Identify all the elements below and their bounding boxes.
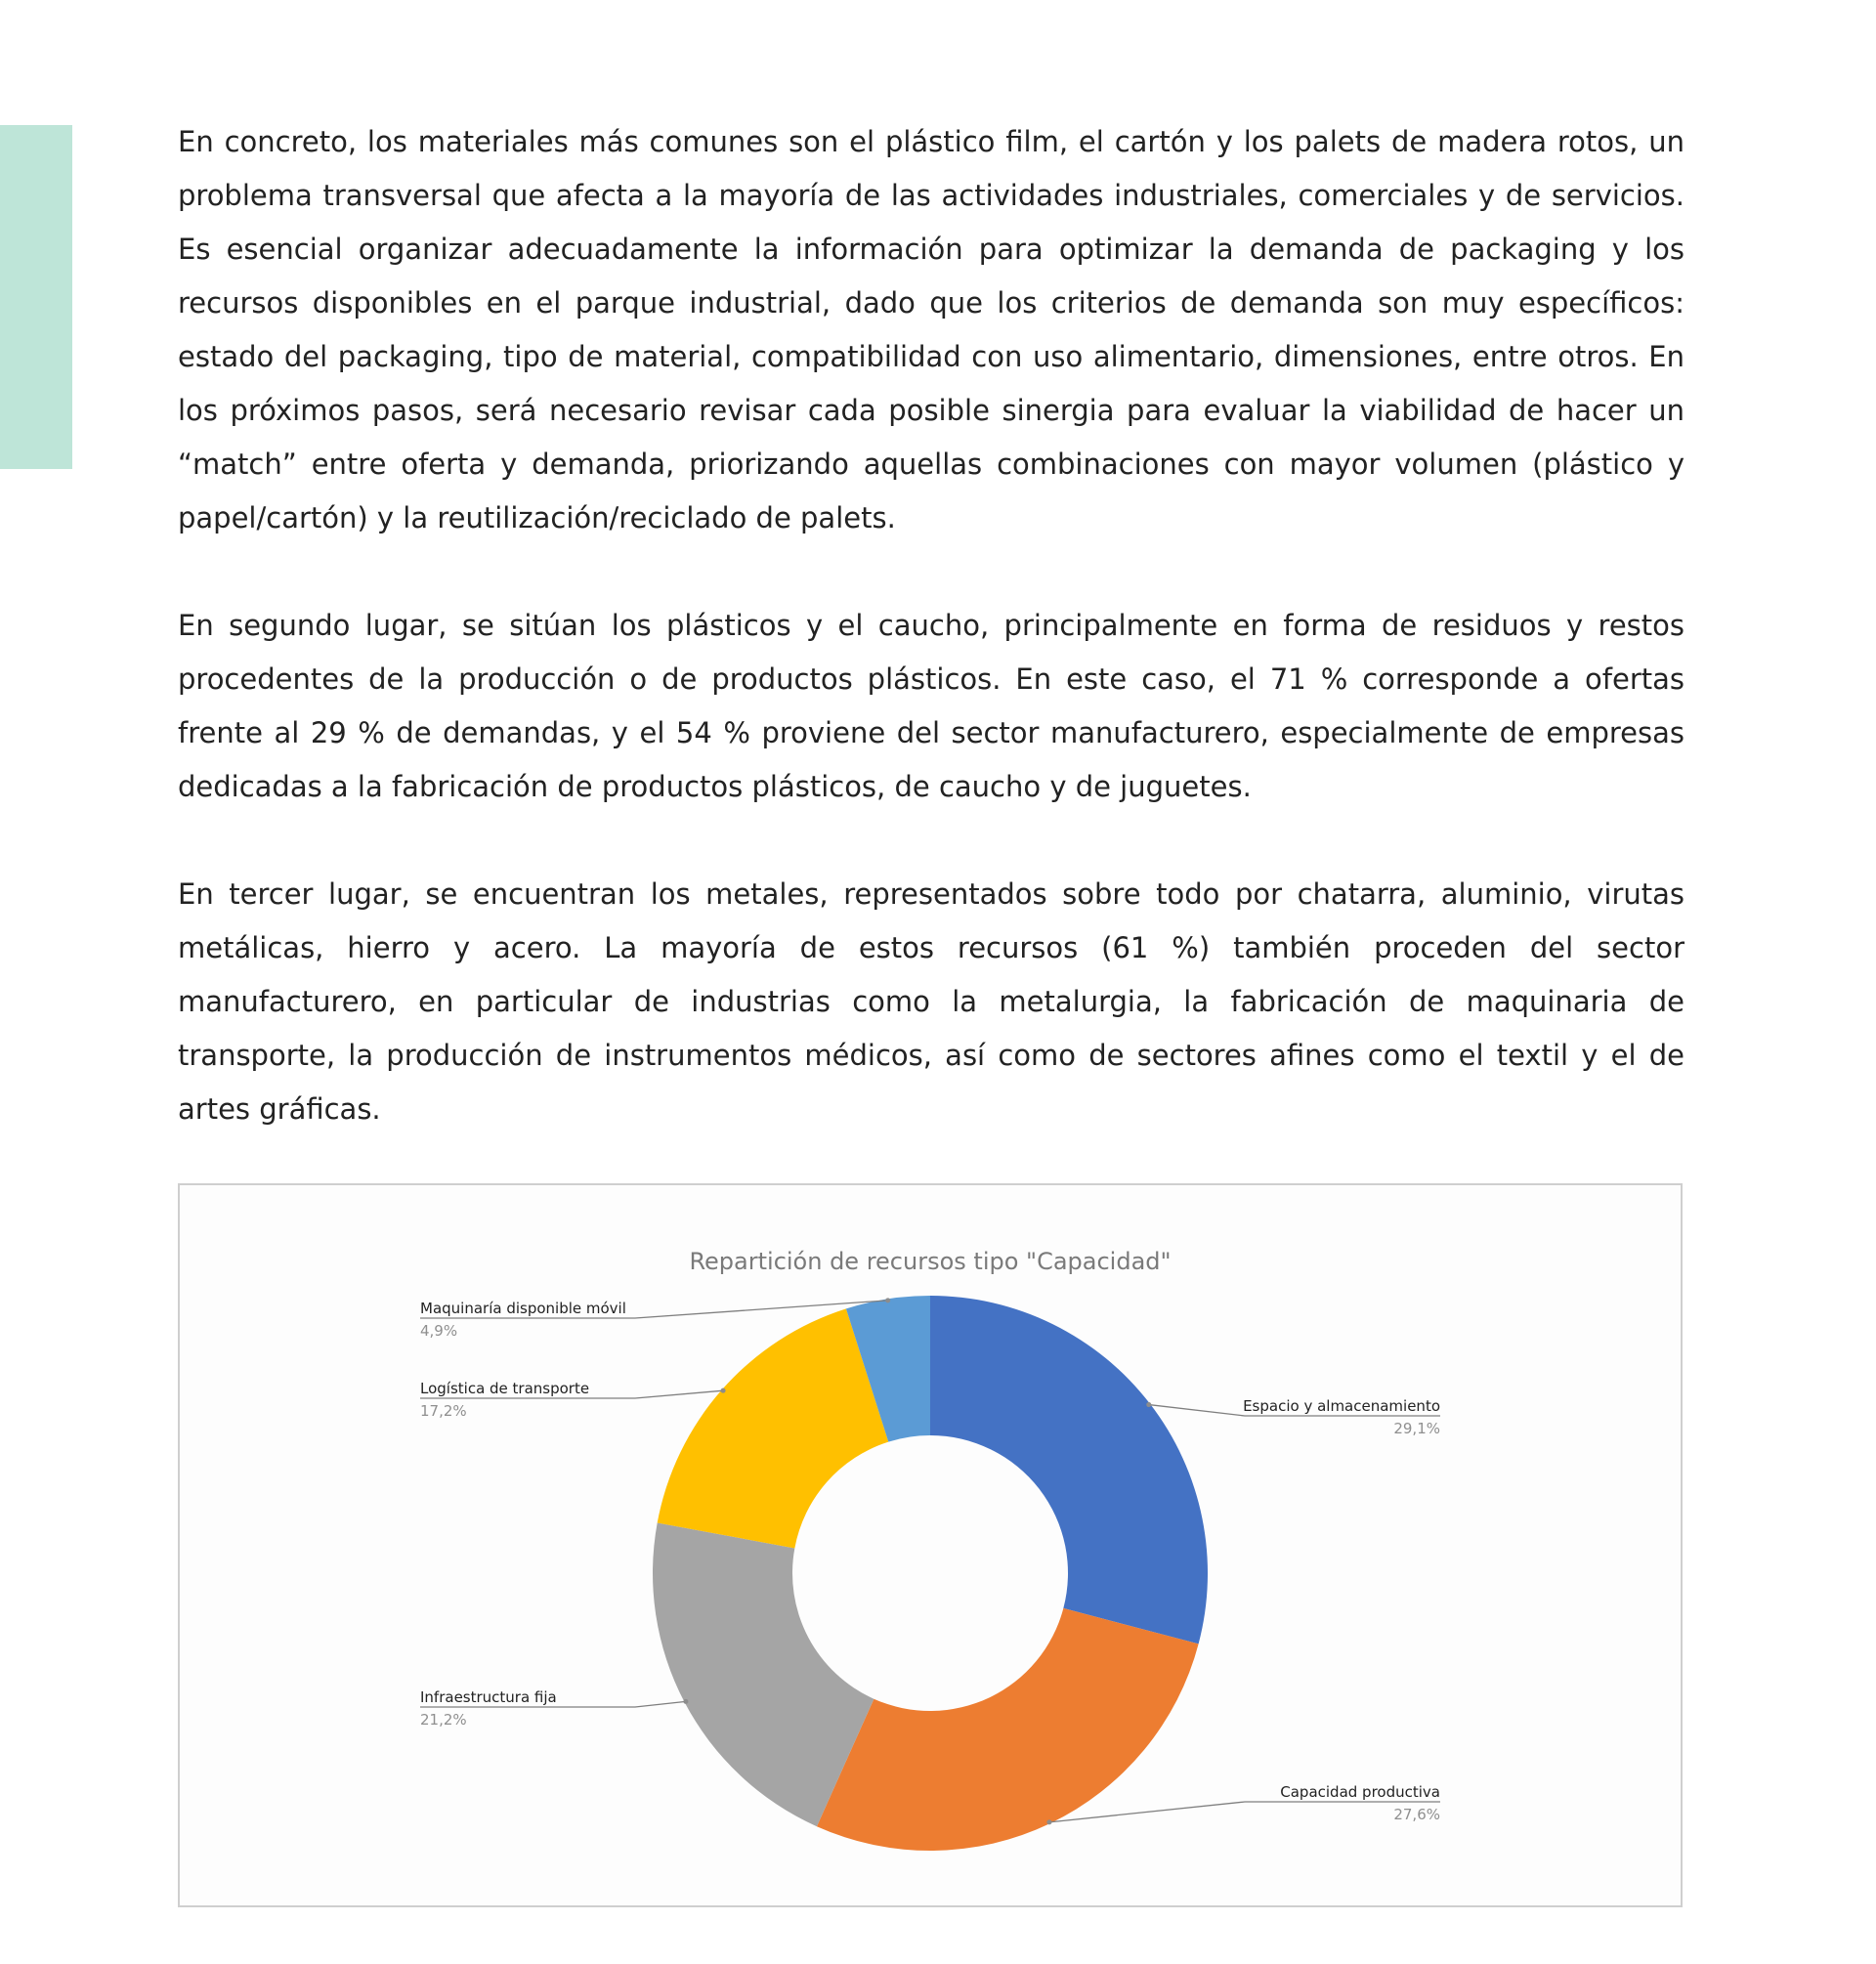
- slice-label-value: 4,9%: [420, 1322, 458, 1340]
- body-text: [178, 115, 1684, 1190]
- leader-line: [1049, 1802, 1440, 1822]
- slice-espacio-y-almacenamiento: [930, 1296, 1208, 1644]
- slices-layer: [653, 1296, 1208, 1851]
- slice-label-name: Logística de transporte: [420, 1380, 590, 1397]
- leader-anchor: [1146, 1402, 1151, 1407]
- paragraph: En tercer lugar, se encuentran los metales, representados sobre todo por chatarra, aluminio, virutas metálicas, hierro y acero. La mayoría de estos recursos (61 %) también proceden del sector manufacturero, en particular de industrias como la metalurgia, la fabricación de maquinaria de transporte, la producción de instrumentos médicos, así como de sectores afines como el textil y el de artes gráficas.: [178, 877, 1684, 1126]
- slice-label-name: Infraestructura fija: [420, 1688, 557, 1706]
- slice-label-value: 21,2%: [420, 1711, 467, 1729]
- leader-anchor: [1046, 1819, 1051, 1824]
- leader-anchor: [683, 1699, 688, 1704]
- paragraph: En concreto, los materiales más comunes son el plástico film, el cartón y los palets de madera rotos, un problema transversal que afecta a la mayoría de las actividades industriales, comerciales y de servicios. Es esencial organizar adecuadamente la información para optimizar la demanda de packaging y los recursos disponibles en el parque industrial, dado que los criterios de demanda son muy específicos: estado del packaging, tipo de material, compatibilidad con uso alimentario, dimensiones, entre otros. En los próximos pasos, será necesario revisar cada posible sinergia para evaluar la viabilidad de hacer un “match” entre oferta y demanda, priorizando aquellas combinaciones con mayor volumen (plástico y papel/cartón) y la reutilización/reciclado de palets.: [178, 125, 1684, 534]
- slice-logistica-de-transporte: [658, 1308, 889, 1548]
- slice-label-value: 29,1%: [1393, 1420, 1440, 1437]
- slice-label-value: 27,6%: [1393, 1806, 1440, 1823]
- side-accent-bar: [0, 125, 72, 469]
- slice-capacidad-productiva: [817, 1608, 1199, 1851]
- doughnut-chart: [180, 1185, 1681, 1905]
- slice-label-name: Espacio y almacenamiento: [1243, 1397, 1440, 1415]
- paragraph: En segundo lugar, se sitúan los plásticos y el caucho, principalmente en forma de residuos y restos procedentes de la producción o de productos plásticos. En este caso, el 71 % corresponde a ofertas frente al 29 % de demandas, y el 54 % proviene del sector manufacturero, especialmente de empresas dedicadas a la fabricación de productos plásticos, de caucho y de juguetes.: [178, 609, 1684, 803]
- slice-label-value: 17,2%: [420, 1402, 467, 1420]
- slice-label-name: Maquinaría disponible móvil: [420, 1300, 626, 1317]
- chart-frame: [178, 1183, 1683, 1907]
- chart-title: Repartición de recursos tipo "Capacidad": [689, 1248, 1172, 1275]
- leader-anchor: [721, 1388, 726, 1393]
- slice-label-name: Capacidad productiva: [1280, 1783, 1440, 1801]
- leader-anchor: [885, 1298, 890, 1302]
